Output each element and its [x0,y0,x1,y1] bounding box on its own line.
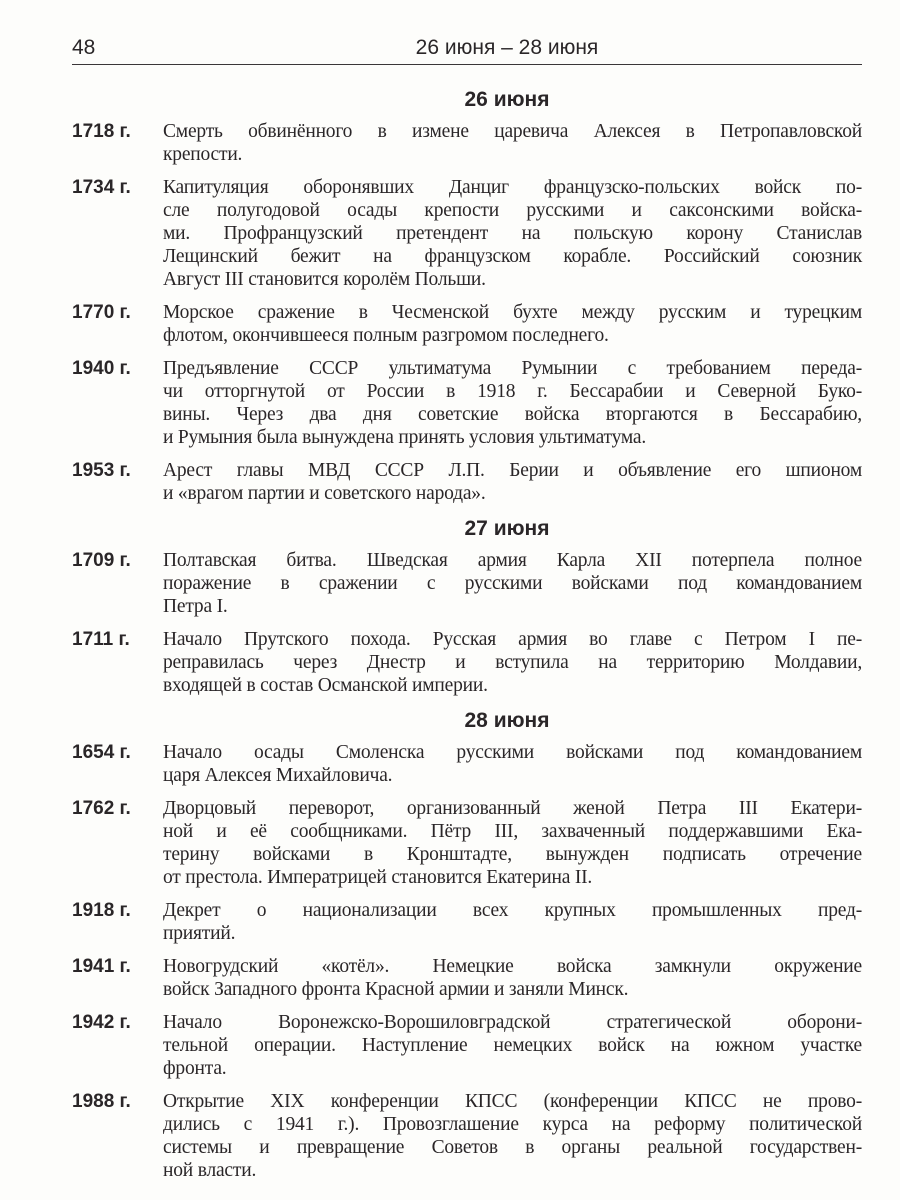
entry-text-line: Дворцовый переворот, организованный женой Петра III Екатери- [163,798,862,819]
entry-text-line: Арест главы МВД СССР Л.П. Берии и объявление его шпионом [163,460,862,481]
entry-text-line: Морское сражение в Чесменской бухте между русским и турецким [163,302,862,323]
entry-year: 1940 г. [72,358,131,379]
entry-text [163,1090,862,1182]
entry-text-line: системы и превращение Советов в органы реальной государствен- [163,1137,862,1158]
entry-year: 1988 г. [72,1091,131,1112]
running-title: 26 июня – 28 июня [415,36,599,59]
entry-text-line: Полтавская битва. Шведская армия Карла XII потерпела полное [163,550,862,571]
entry-text [163,955,862,1001]
entry-text [163,797,862,889]
entry-text-line: Петра I. [163,596,228,617]
entry-year: 1918 г. [72,900,131,921]
entry-text-line: ной и её сообщниками. Пётр III, захваченный поддержавшими Ека- [163,821,862,842]
day-section [72,707,862,1182]
entry-text-line: поражение в сражении с русскими войсками под командованием [163,573,862,594]
entry-year: 1718 г. [72,121,131,142]
entry-text-line: Начало Воронежско-Ворошиловградской стратегической оборони- [163,1012,862,1033]
entry-text [163,357,862,449]
entry-text-line: реправилась через Днестр и вступила на территорию Молдавии, [163,652,862,673]
day-heading: 26 июня [464,88,550,111]
entry-text-line: входящей в состав Османской империи. [163,675,488,696]
entry-text-line: Предъявление СССР ультиматума Румынии с требованием переда- [163,358,862,379]
entry-text [163,1011,862,1080]
entry-text-line: ми. Профранцузский претендент на польскую корону Станислав [163,223,862,244]
entry-year: 1953 г. [72,460,131,481]
entry-year: 1654 г. [72,742,131,763]
entry-text [163,176,862,291]
entry-text-line: Открытие XIX конференции КПСС (конференции КПСС не прово- [163,1091,862,1112]
chronology-entry [72,628,862,697]
entry-text-line: Декрет о национализации всех крупных промышленных пред- [163,900,862,921]
entry-text-line: крепости. [163,144,243,165]
day-section [72,515,862,697]
entry-text-line: и «врагом партии и советского народа». [163,483,486,504]
entry-text [163,120,862,166]
entry-text-line: Капитуляция оборонявших Данциг французско-польских войск по- [163,177,862,198]
entry-text-line: Начало Прутского похода. Русская армия во главе с Петром I пе- [163,629,862,650]
chronology-entry [72,301,862,347]
entry-text-line: тельной операции. Наступление немецких войск на южном участке [163,1035,862,1056]
entry-text [163,301,862,347]
entry-text [163,628,862,697]
day-heading: 27 июня [464,517,550,540]
entry-text-line: Август III становится королём Польши. [163,269,486,290]
chronology-entry [72,1011,862,1080]
entry-text-line: флотом, окончившееся полным разгромом последнего. [163,325,609,346]
entry-text-line: терину войсками в Кронштадте, вынужден подписать отречение [163,844,862,865]
chronology-entry [72,357,862,449]
entry-text-line: Начало осады Смоленска русскими войсками под командованием [163,742,862,763]
chronology-entry [72,899,862,945]
entry-text-line: чи отторгнутой от России в 1918 г. Бессарабии и Северной Буко- [163,381,862,402]
chronology-entry [72,120,862,166]
chronology-entry [72,741,862,787]
entry-text [163,741,862,787]
day-heading: 28 июня [464,709,550,732]
entry-year: 1941 г. [72,956,131,977]
entry-text-line: Лещинский бежит на французском корабле. Российский союзник [163,246,862,267]
entry-text-line: от престола. Императрицей становится Екатерина II. [163,867,593,888]
entry-text-line: вины. Через два дня советские войска вторгаются в Бессарабию, [163,404,862,425]
entry-text-line: приятий. [163,923,236,944]
entry-year: 1734 г. [72,177,131,198]
entry-text-line: Новогрудский «котёл». Немецкие войска замкнули окружение [163,956,862,977]
chronology-entry [72,955,862,1001]
entry-text-line: сле полугодовой осады крепости русскими и саксонскими войска- [163,200,862,221]
entry-text-line: и Румыния была вынуждена принять условия ультиматума. [163,427,647,448]
entry-year: 1770 г. [72,302,131,323]
entry-text-line: фронта. [163,1058,227,1079]
entry-text-line: войск Западного фронта Красной армии и заняли Минск. [163,979,629,1000]
entry-year: 1762 г. [72,798,131,819]
entry-year: 1942 г. [72,1012,131,1033]
entry-text-line: ной власти. [163,1160,257,1181]
entry-year: 1711 г. [72,629,130,650]
entry-text-line: Смерть обвинённого в измене царевича Алексея в Петропавловской [163,121,862,142]
page-number: 48 [72,36,96,59]
day-section [72,86,862,505]
entry-year: 1709 г. [72,550,131,571]
page-content [72,86,862,1192]
entry-text [163,899,862,945]
chronology-entry [72,176,862,291]
entry-text-line: дились с 1941 г.). Провозглашение курса на реформу политической [163,1114,862,1135]
entry-text [163,459,862,505]
chronology-entry [72,1090,862,1182]
chronology-entry [72,549,862,618]
entry-text [163,549,862,618]
chronology-entry [72,797,862,889]
chronology-entry [72,459,862,505]
page-header [72,36,862,65]
entry-text-line: царя Алексея Михайловича. [163,765,393,786]
